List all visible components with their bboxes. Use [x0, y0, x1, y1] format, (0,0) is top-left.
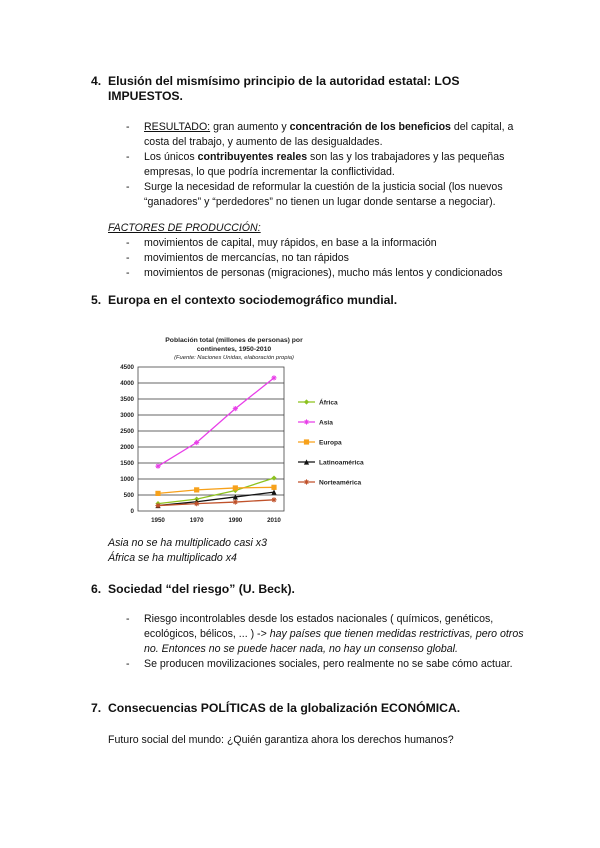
data-point — [155, 491, 160, 496]
list-item: - Riesgo incontrolables desde los estados nacionales ( químicos, genéticos, ecológicos, bélicos, ... ) -> hay países que tienen medidas restrictivas, pero otros no. Entonces no se puede hacer nada, no hay un consenso global. — [126, 613, 524, 655]
factores-list — [126, 236, 536, 281]
y-tick-label: 4000 — [120, 380, 134, 387]
section-number: 6. — [91, 582, 102, 596]
list-item: - Surge la necesidad de reformular la cuestión de la justicia social (los nuevos “ganadores” y “perdedores” no tienen un lugar donde sentarse a negociar). — [126, 181, 503, 208]
series-line-norteamérica — [158, 500, 274, 506]
x-tick-label: 1970 — [189, 517, 204, 524]
population-chart — [108, 333, 388, 533]
x-tick-label: 2010 — [267, 517, 281, 524]
note-line: África se ha multiplicado x4 — [108, 552, 237, 564]
result-list — [126, 120, 536, 210]
series-line-asia — [158, 378, 274, 466]
risk-list — [126, 612, 536, 672]
y-tick-label: 1500 — [120, 460, 134, 467]
section-title: Consecuencias POLÍTICAS de la globalización ECONÓMICA. — [108, 701, 461, 715]
data-point — [194, 487, 199, 492]
legend-marker — [304, 479, 309, 484]
legend-marker — [304, 419, 309, 424]
list-item: - Los únicos contribuyentes reales son las y los trabajadores y las pequeñas empresas, lo que podría incrementar la conflictividad. — [126, 151, 505, 178]
legend-label: África — [319, 399, 338, 407]
y-tick-label: 2500 — [120, 428, 134, 435]
series-line-europa — [158, 487, 274, 493]
chart-title: Población total (millones de personas) por — [165, 337, 303, 344]
note-line: Asia no se ha multiplicado casi x3 — [108, 537, 267, 549]
series-line-latinoamérica — [158, 492, 274, 505]
y-tick-label: 4500 — [120, 364, 134, 371]
data-point — [271, 485, 276, 490]
data-point — [271, 475, 276, 480]
x-tick-label: 1950 — [151, 517, 165, 524]
y-tick-label: 1000 — [120, 476, 134, 483]
section-number: 7. — [91, 701, 102, 715]
plot-area — [120, 364, 284, 524]
legend-label: Norteamérica — [319, 479, 362, 487]
y-tick-label: 0 — [130, 508, 134, 515]
legend-label: Latinoamérica — [319, 459, 364, 467]
section-title: Sociedad “del riesgo” (U. Beck). — [108, 582, 295, 596]
data-point — [233, 485, 238, 490]
factores-subtitle: FACTORES DE PRODUCCIÓN: — [108, 222, 261, 234]
data-point — [233, 499, 238, 504]
chart-title: continentes, 1950-2010 — [196, 346, 272, 353]
legend-marker — [304, 399, 309, 404]
x-tick-label: 1990 — [228, 517, 243, 524]
section-number: 4. — [91, 74, 102, 88]
y-tick-label: 3000 — [120, 412, 134, 419]
list-item: - movimientos de mercancías, no tan rápidos — [126, 252, 349, 264]
y-tick-label: 2000 — [120, 444, 134, 451]
chart-legend — [298, 397, 364, 486]
list-item: - Se producen movilizaciones sociales, pero realmente no se sabe cómo actuar. — [126, 658, 513, 670]
section-number: 5. — [91, 293, 102, 307]
list-item: - movimientos de personas (migraciones), mucho más lentos y condicionados — [126, 267, 503, 279]
list-item: - RESULTADO: gran aumento y concentración de los beneficios del capital, a costa del trabajo, y aumento de las desigualdades. — [126, 121, 514, 148]
legend-label: Europa — [319, 439, 342, 447]
chart-subtitle: (Fuente: Naciones Unidas, elaboración propia) — [174, 355, 294, 361]
closing-question: Futuro social del mundo: ¿Quién garantiza ahora los derechos humanos? — [108, 734, 454, 746]
section-title: Elusión del mismísimo principio de la autoridad estatal: LOS IMPUESTOS. — [108, 74, 460, 103]
y-tick-label: 500 — [123, 492, 134, 499]
legend-marker — [304, 439, 309, 444]
data-point — [271, 497, 276, 502]
y-tick-label: 3500 — [120, 396, 134, 403]
list-item: - movimientos de capital, muy rápidos, en base a la información — [126, 237, 437, 249]
legend-label: Asia — [319, 419, 333, 427]
chart-notes — [108, 536, 267, 566]
section-title: Europa en el contexto sociodemográfico mundial. — [108, 293, 398, 307]
